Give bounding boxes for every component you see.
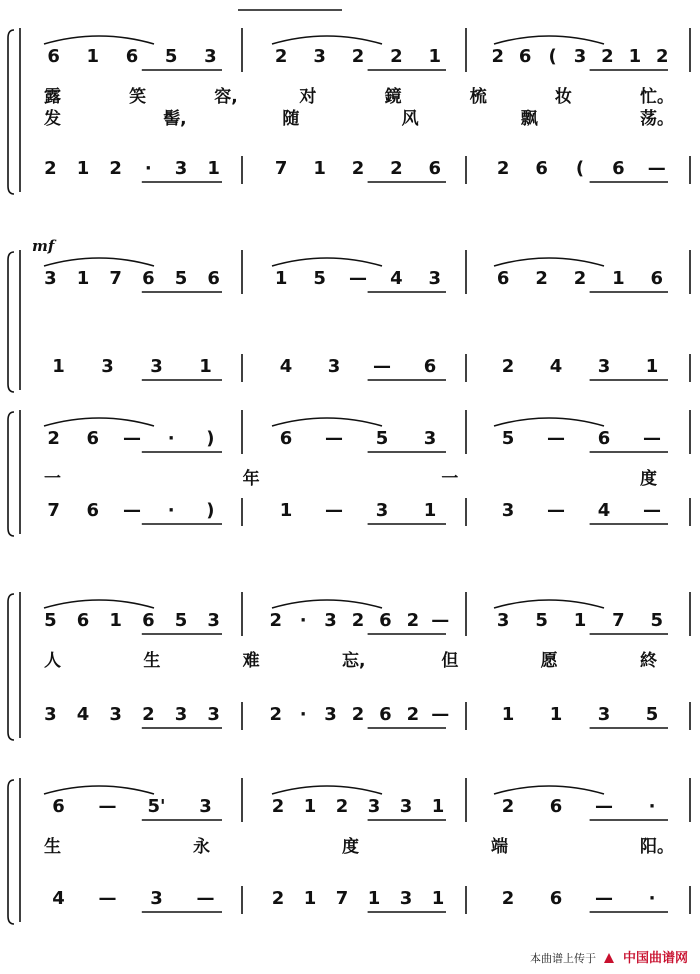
harmony-note: 3 <box>324 704 337 725</box>
melody-note: 1 <box>428 46 442 67</box>
melody-note: 1 <box>612 268 625 289</box>
harmony-note: 3 <box>501 500 515 521</box>
harmony-note: 3 <box>150 356 163 377</box>
melody-note: 1 <box>431 796 445 817</box>
melody-note: 4 <box>390 268 403 289</box>
harmony-note: 4 <box>597 500 611 521</box>
harmony-note: 3 <box>597 356 611 377</box>
harmony-note: 6 <box>549 888 563 909</box>
harmony-note: 1 <box>76 158 90 179</box>
harmony-note: 2 <box>406 704 420 725</box>
lyric-word: 忘, <box>342 651 366 671</box>
melody-note: 2 <box>573 268 587 289</box>
harmony-note: — <box>196 888 215 909</box>
harmony-note: 1 <box>279 500 293 521</box>
harmony-note: 3 <box>109 704 122 725</box>
lyric-word: 度 <box>640 469 657 489</box>
lyric-word: 对 <box>299 87 317 107</box>
notes <box>44 46 668 909</box>
melody-note: 6 <box>597 428 611 449</box>
lyric-word: 露 <box>44 87 61 107</box>
lyric-word: 难 <box>242 651 260 671</box>
harmony-note: 3 <box>101 356 114 377</box>
harmony-note: 4 <box>76 704 90 725</box>
melody-note: 3 <box>199 796 212 817</box>
melody-note: 3 <box>367 796 381 817</box>
melody-note: 5' <box>147 796 166 817</box>
melody-note: 3 <box>573 46 587 67</box>
lyric-word: 度 <box>342 837 359 857</box>
slur <box>44 418 154 426</box>
lyric-word: 妆 <box>554 87 572 107</box>
harmony-note: 1 <box>367 888 381 909</box>
system-bracket <box>8 30 14 194</box>
melody-note: 2 <box>335 796 349 817</box>
harmony-note: 3 <box>174 158 188 179</box>
system-bracket <box>8 252 14 392</box>
melody-note: ) <box>206 428 215 449</box>
lyric-word: 生 <box>143 651 161 671</box>
melody-note: 1 <box>76 268 90 289</box>
melody-note: 6 <box>496 268 510 289</box>
harmony-note: 2 <box>501 888 515 909</box>
melody-note: 6 <box>142 610 155 631</box>
slur <box>44 258 154 266</box>
harmony-note: 3 <box>150 888 163 909</box>
harmony-note: 1 <box>645 356 659 377</box>
melody-note: 3 <box>399 796 413 817</box>
melody-note: — <box>547 428 565 449</box>
melody-note: 6 <box>207 268 220 289</box>
melody-note: — <box>643 428 661 449</box>
melody-note: 2 <box>274 46 288 67</box>
harmony-note: 7 <box>47 500 60 521</box>
harmony-note: — <box>431 704 450 725</box>
harmony-note: 3 <box>327 356 341 377</box>
harmony-note: 2 <box>271 888 285 909</box>
melody-note: 6 <box>518 46 532 67</box>
melody-note: 5 <box>164 46 178 67</box>
dynamic-mark: mf <box>32 237 55 255</box>
melody-note: 2 <box>491 46 504 67</box>
harmony-note: — <box>547 500 565 521</box>
melody-note: 6 <box>125 46 139 67</box>
harmony-note: 1 <box>207 158 220 179</box>
melody-note: 6 <box>650 268 664 289</box>
harmony-note: 2 <box>351 704 365 725</box>
melody-note: 3 <box>204 46 217 67</box>
slur <box>494 786 604 794</box>
harmony-note: 2 <box>501 356 515 377</box>
site-logo-icon <box>602 951 616 965</box>
harmony-note: 2 <box>351 158 365 179</box>
slur <box>272 36 382 44</box>
melody-note: 3 <box>44 268 57 289</box>
melody-note: 1 <box>573 610 587 631</box>
melody-note: — <box>431 610 450 631</box>
melody-note: 2 <box>271 796 285 817</box>
harmony-note: 1 <box>501 704 515 725</box>
lyric-word: 人 <box>44 651 61 671</box>
slur <box>494 36 604 44</box>
melody-note: 6 <box>379 610 392 631</box>
harmony-note: 7 <box>335 888 349 909</box>
harmony-note: — <box>595 888 613 909</box>
site-name: 中国曲谱网 <box>622 951 688 966</box>
harmony-note: — <box>643 500 661 521</box>
harmony-note: 2 <box>390 158 403 179</box>
melody-note: 6 <box>86 428 100 449</box>
harmony-note: — <box>98 888 117 909</box>
melody-note: 2 <box>656 46 669 67</box>
system-bracket <box>8 594 14 740</box>
lyric-word: 永 <box>193 837 210 857</box>
melody-note: 1 <box>274 268 288 289</box>
slur <box>44 36 154 44</box>
lyric-word: 年 <box>242 469 260 489</box>
lyric-word: 阳。 <box>640 837 674 857</box>
melody-note: · <box>648 796 656 817</box>
melody-note: 6 <box>47 46 60 67</box>
lyric-word: 但 <box>441 651 459 671</box>
melody-note: 6 <box>142 268 155 289</box>
harmony-note: 2 <box>109 158 122 179</box>
harmony-note: · <box>299 704 307 725</box>
harmony-note: 2 <box>142 704 155 725</box>
slur <box>494 600 604 608</box>
melody-note: 3 <box>496 610 510 631</box>
slur <box>494 258 604 266</box>
melody-note: 5 <box>174 268 188 289</box>
melody-note: 1 <box>109 610 122 631</box>
harmony-note: 6 <box>86 500 100 521</box>
melody-note: 2 <box>390 46 403 67</box>
melody-note: 3 <box>428 268 442 289</box>
harmony-note: 2 <box>496 158 510 179</box>
harmony-note: ( <box>575 158 585 179</box>
lyric-word: 髻, <box>163 109 187 129</box>
harmony-note: 3 <box>44 704 57 725</box>
melody-note: 6 <box>279 428 293 449</box>
harmony-note: 1 <box>303 888 317 909</box>
lyric-word: 笑 <box>129 87 147 107</box>
harmony-note: 7 <box>274 158 288 179</box>
melody-note: 3 <box>313 46 326 67</box>
harmony-note: 3 <box>399 888 413 909</box>
harmony-note: 1 <box>431 888 445 909</box>
lyrics <box>43 86 674 857</box>
harmony-note: 4 <box>549 356 563 377</box>
slur <box>272 600 382 608</box>
system-bracket <box>8 412 14 536</box>
melody-note: 2 <box>351 46 365 67</box>
melody-note: 2 <box>269 610 282 631</box>
melody-note: 1 <box>628 46 642 67</box>
harmony-note: 6 <box>612 158 625 179</box>
melody-note: 5 <box>501 428 515 449</box>
melody-note: 2 <box>47 428 60 449</box>
lyric-word: 忙。 <box>640 87 674 107</box>
harmony-note: 6 <box>423 356 437 377</box>
melody-note: — <box>349 268 367 289</box>
melody-note: 1 <box>303 796 317 817</box>
melody-note: 1 <box>86 46 100 67</box>
lyric-word: 荡。 <box>640 109 674 129</box>
melody-note: 5 <box>535 610 548 631</box>
harmony-note: 6 <box>428 158 442 179</box>
lyric-word: 发 <box>44 109 61 129</box>
melody-note: 2 <box>535 268 548 289</box>
uploaded-text: 本曲谱上传于 <box>529 952 596 965</box>
lyric-word: 风 <box>401 109 419 129</box>
system-bracket <box>8 780 14 924</box>
melody-note: — <box>98 796 117 817</box>
harmony-note: — <box>373 356 391 377</box>
harmony-note: 4 <box>279 356 293 377</box>
slur <box>272 258 382 266</box>
harmony-note: 3 <box>375 500 389 521</box>
lyric-word: 容, <box>214 87 238 107</box>
melody-note: 3 <box>207 610 220 631</box>
melody-note: 5 <box>375 428 389 449</box>
harmony-note: 1 <box>199 356 212 377</box>
melody-note: 6 <box>549 796 563 817</box>
melody-note: 2 <box>601 46 614 67</box>
lyric-word: 鏡 <box>384 87 402 107</box>
harmony-note: 5 <box>645 704 659 725</box>
harmony-note: 1 <box>52 356 65 377</box>
lyric-word: 終 <box>640 651 657 671</box>
melody-note: 5 <box>313 268 326 289</box>
lyric-word: 一 <box>44 469 61 489</box>
slur <box>272 786 382 794</box>
melody-note: · <box>299 610 307 631</box>
harmony-note: — <box>647 158 666 179</box>
lyric-word: 飘 <box>520 109 538 129</box>
attribution <box>530 947 688 966</box>
harmony-note: 2 <box>44 158 57 179</box>
melody-note: — <box>595 796 613 817</box>
melody-note: ( <box>548 46 557 67</box>
melody-note: 2 <box>351 610 365 631</box>
harmony-note: 3 <box>597 704 611 725</box>
lyric-word: 梳 <box>469 87 487 107</box>
harmony-note: · <box>167 500 175 521</box>
lyric-word: 一 <box>441 469 459 489</box>
slur <box>44 786 154 794</box>
harmony-note: 3 <box>207 704 220 725</box>
harmony-note: 1 <box>549 704 563 725</box>
harmony-note: 1 <box>423 500 437 521</box>
harmony-note: 4 <box>52 888 65 909</box>
melody-note: 2 <box>501 796 515 817</box>
melody-note: — <box>325 428 343 449</box>
harmony-note: 6 <box>379 704 392 725</box>
melody-note: 5 <box>174 610 188 631</box>
melody-note: 6 <box>52 796 65 817</box>
slur <box>44 600 154 608</box>
melody-note: 6 <box>76 610 90 631</box>
lyric-word: 愿 <box>540 651 558 671</box>
harmony-note: — <box>123 500 141 521</box>
harmony-note: 2 <box>269 704 282 725</box>
melody-note: 7 <box>612 610 625 631</box>
slur <box>494 418 604 426</box>
harmony-note: · <box>648 888 656 909</box>
melody-note: 5 <box>44 610 57 631</box>
harmony-note: — <box>325 500 343 521</box>
melody-note: — <box>123 428 141 449</box>
melody-note: 3 <box>423 428 437 449</box>
melody-note: 5 <box>650 610 664 631</box>
harmony-note: · <box>144 158 152 179</box>
lyric-word: 端 <box>491 837 508 857</box>
harmony-note: 6 <box>535 158 548 179</box>
melody-note: 7 <box>109 268 122 289</box>
lyric-word: 随 <box>282 109 300 129</box>
harmony-note: ) <box>206 500 215 521</box>
melody-note: 3 <box>324 610 337 631</box>
melody-note: · <box>167 428 175 449</box>
melody-note: 2 <box>406 610 420 631</box>
slur <box>272 418 382 426</box>
lyric-word: 生 <box>44 837 61 857</box>
harmony-note: 1 <box>313 158 326 179</box>
harmony-note: 3 <box>174 704 188 725</box>
